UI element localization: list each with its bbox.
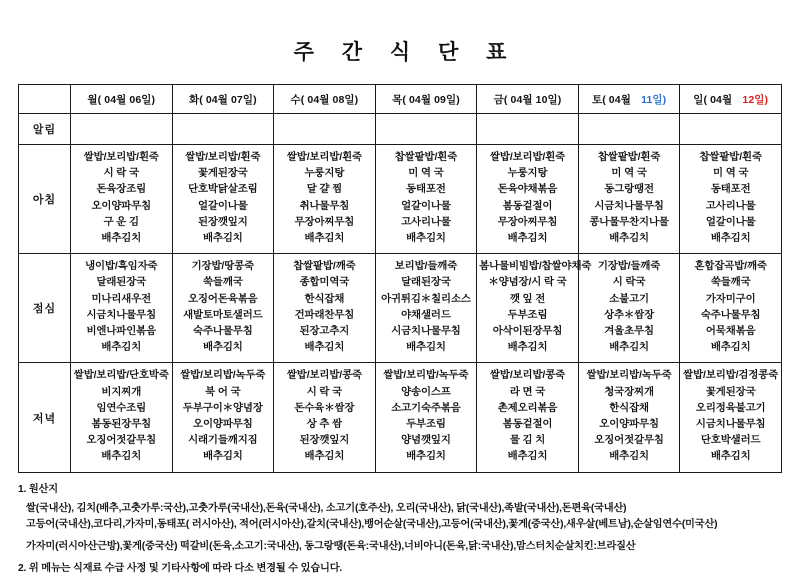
dinner-cell-sat — [578, 363, 680, 472]
lunch-cell-thu — [375, 254, 477, 363]
menu-change-note: 2. 위 메뉴는 식재료 수급 사정 및 기타사항에 따라 다소 변경될 수 있습니다. — [18, 562, 343, 574]
dish-item: 배추김치 — [710, 233, 751, 245]
header-thursday: 목( 04월 09일) — [375, 85, 477, 114]
header-saturday-day: 토( 04월ㅤ — [591, 93, 642, 106]
header-wednesday: 수( 04월 08일) — [274, 85, 376, 114]
dish-item: 미나리새우전 — [91, 293, 152, 305]
origin-line: 가자미(러시아산근방),꽃게(중국산) 떡갈비(돈육,소고기:국내산), 동그랑땡(돈육:국내산),너비아니(돈육,닭:국내산),맘스터치순살치킨:브라질산 — [26, 541, 636, 553]
dish-item: 배추김치 — [202, 233, 243, 245]
row-label-dinner: 저녁 — [19, 363, 71, 472]
dish-item: 소불고기 — [609, 293, 649, 305]
dish-item: 쌀밥/보리밥/콩죽 — [286, 370, 362, 382]
lunch-cell-wed — [274, 254, 376, 363]
dish-item: 꽃게된장국 — [198, 168, 248, 180]
dish-item: 배추김치 — [710, 451, 751, 463]
dish-item: 시금치나물무침 — [594, 200, 664, 212]
lunch-cell-sun — [680, 254, 782, 363]
dish-item: 배추김치 — [406, 342, 446, 354]
table-body — [19, 114, 782, 473]
dish-item: 비지찌개 — [101, 386, 142, 398]
dish-item: 건파래찬무침 — [294, 309, 355, 321]
dish-item: 봄동겉절이 — [502, 200, 553, 212]
dish-item: 아삭이된장무침 — [492, 326, 563, 338]
dish-item: 새발토마토샐러드 — [183, 309, 263, 321]
page-title: 주 간 식 단 표 — [293, 41, 518, 64]
breakfast-cell-sat — [578, 145, 680, 254]
dish-item: 오이양파무침 — [599, 419, 659, 431]
dish-item: 쌀밥/보리밥/흰죽 — [286, 152, 362, 163]
dish-item: 얼갈이나물 — [198, 200, 248, 212]
dish-item: 숙주나물무침 — [700, 309, 761, 321]
dish-item: 찹쌀팥밥/깨죽 — [293, 261, 356, 273]
dish-item: 배추김치 — [406, 233, 446, 245]
dish-item: 쑥들깨국 — [710, 277, 751, 289]
dish-item: 달래된장국 — [401, 277, 451, 289]
dish-item: 고사리나물 — [705, 200, 756, 212]
dish-item: 북 어 국 — [205, 386, 241, 398]
dish-item: 얼갈이나물 — [705, 216, 756, 228]
dish-item: 얼갈이나물 — [401, 200, 451, 212]
dish-item: 오이양파무침 — [91, 200, 152, 212]
dish-item: 된장깻잎지 — [299, 435, 350, 447]
dish-item: 한식잡채 — [304, 293, 345, 305]
dish-item: 배추김치 — [202, 451, 243, 463]
dish-item: 오징어젓갈무침 — [86, 435, 157, 447]
dish-item: 달래된장국 — [96, 277, 147, 289]
notice-cell-mon — [71, 114, 173, 145]
breakfast-cell-tue — [172, 145, 274, 254]
dish-item: 배추김치 — [202, 342, 243, 354]
origin-block-secondary — [18, 539, 782, 555]
dish-item: 콩나물무찬지나물 — [589, 216, 669, 228]
dish-item: 라 면 국 — [509, 386, 546, 398]
header-tuesday: 화( 04월 07일) — [172, 85, 274, 114]
dish-item: 쌀밥/보리밥/검정콩죽 — [683, 370, 779, 382]
header-sunday-date: 12일) — [742, 93, 769, 106]
origin-heading: 1. 원산지 — [18, 483, 58, 495]
dish-item: 꽃게된장국 — [705, 386, 756, 398]
dish-item: 배추김치 — [101, 451, 142, 463]
dish-item: 미 역 국 — [712, 168, 749, 180]
dish-item: 배추김치 — [609, 451, 649, 463]
dish-item: 오리정육불고기 — [695, 402, 766, 414]
dish-item: 배추김치 — [304, 233, 345, 245]
dish-item: 소고기숙주볶음 — [391, 402, 461, 414]
dish-item: 누룽지탕 — [507, 168, 548, 180]
row-label-breakfast: 아침 — [19, 145, 71, 254]
notice-cell-fri — [477, 114, 579, 145]
dish-item: 찹쌀팥밥/흰죽 — [394, 152, 458, 163]
dinner-cell-thu — [375, 363, 477, 472]
header-saturday-date: 11일) — [641, 93, 667, 106]
dish-item: 미 역 국 — [611, 168, 647, 180]
dish-item: 냉이밥/흑임자죽 — [85, 261, 158, 273]
dish-item: 시 락국 — [612, 277, 646, 289]
row-label-notice: 알림 — [19, 114, 71, 145]
dish-item: 오징어돈육볶음 — [188, 293, 258, 305]
notice-cell-tue — [172, 114, 274, 145]
notice-cell-wed — [274, 114, 376, 145]
dish-item: 미 역 국 — [408, 168, 444, 180]
notice-cell-sat — [578, 114, 680, 145]
weekly-meal-table — [18, 84, 782, 473]
breakfast-cell-thu — [375, 145, 477, 254]
dish-item: 물 김 치 — [509, 435, 546, 447]
dish-item: 단호박샐러드 — [700, 435, 761, 447]
dish-item: 동그랑땡전 — [604, 184, 654, 196]
dish-item: 양송이스프 — [401, 386, 451, 398]
notice-cell-thu — [375, 114, 477, 145]
dish-item: 달 걀 찜 — [306, 184, 343, 196]
dish-item: 종합미역국 — [299, 277, 350, 289]
breakfast-cell-fri — [477, 145, 579, 254]
breakfast-row — [19, 145, 782, 254]
dish-item: 배추김치 — [507, 451, 548, 463]
dish-item: 찹쌀팥밥/흰죽 — [597, 152, 661, 163]
dish-item: 시금치나물무침 — [695, 419, 766, 431]
dish-item: 쌀밥/보리밥/단호박죽 — [73, 370, 169, 382]
dish-item: 두부구이＊양념장 — [182, 402, 263, 414]
table-header-row — [19, 85, 782, 114]
origin-line: 고등어(국내산),코다리,가자미,동태포( 러시아산), 적어(러시아산),갈치(국내산),뱅어순살(국내산),고등어(국내산),꽃게(중국산),새우살(베트남),순살임연수(미국산) — [26, 518, 718, 530]
header-sunday-day: 일( 04월ㅤ — [693, 93, 743, 106]
lunch-row — [19, 254, 782, 363]
notice-cell-sun — [680, 114, 782, 145]
dish-item: 돈수육＊쌈장 — [294, 402, 355, 414]
dish-item: 깻 잎 전 — [509, 293, 546, 305]
dish-item: 쑥들깨국 — [202, 277, 243, 289]
dish-item: 배추김치 — [507, 342, 548, 354]
dish-item: 된장깻잎지 — [198, 216, 248, 228]
dish-item: 보리밥/들깨죽 — [394, 261, 458, 273]
dish-item: 상 추 쌈 — [306, 419, 343, 431]
dish-item: 청국장찌개 — [604, 386, 654, 398]
dish-item: 쌀밥/보리밥/흰죽 — [489, 152, 566, 163]
dish-item: 쌀밥/보리밥/콩죽 — [489, 370, 566, 382]
dish-item: 배추김치 — [507, 233, 548, 245]
dish-item: 시금치나물무침 — [391, 326, 461, 338]
dish-item: 쌀밥/보리밥/흰죽 — [83, 152, 159, 163]
dish-item: 혼합잡곡밥/깨죽 — [694, 261, 767, 273]
dish-item: 배추김치 — [304, 451, 345, 463]
dish-item: 쌀밥/보리밥/흰죽 — [185, 152, 261, 163]
table-header — [19, 85, 782, 114]
dish-item: 무장아찌무침 — [294, 216, 355, 228]
dinner-row — [19, 363, 782, 472]
dish-item: 두부조림 — [406, 419, 446, 431]
dish-item: 쌀밥/보리밥/녹두죽 — [180, 370, 266, 382]
lunch-cell-mon — [71, 254, 173, 363]
header-monday: 월( 04월 06일) — [71, 85, 173, 114]
breakfast-cell-wed — [274, 145, 376, 254]
dish-item: 돈육장조림 — [96, 184, 147, 196]
dish-item: 시래기들깨지짐 — [188, 435, 258, 447]
lunch-cell-tue — [172, 254, 274, 363]
dish-item: 배추김치 — [609, 233, 649, 245]
dish-item: 취나물무침 — [299, 200, 350, 212]
breakfast-cell-sun — [680, 145, 782, 254]
dish-item: 봄나물비빔밥/찹쌀야채죽 — [479, 261, 592, 273]
dinner-cell-wed — [274, 363, 376, 472]
dish-item: 야채샐러드 — [401, 309, 451, 321]
dish-item: 찹쌀팥밥/흰죽 — [699, 152, 762, 163]
dish-item: 숙주나물무침 — [193, 326, 253, 338]
header-sunday — [680, 85, 782, 114]
dish-item: 상추＊쌈장 — [604, 309, 655, 321]
origin-block-primary — [18, 501, 782, 532]
origin-line: 쌀(국내산), 김치(배추,고춧가루:국산),고춧가루(국내산),돈육(국내산), 소고기(호주산), 오리(국내산), 닭(국내산),족발(국내산),돈편육(국내산) — [26, 503, 627, 515]
footnotes — [18, 473, 782, 576]
dish-item: 가자미구이 — [705, 293, 756, 305]
dish-item: 시금치나물무침 — [86, 309, 157, 321]
lunch-cell-sat — [578, 254, 680, 363]
dish-item: 구 운 김 — [103, 216, 139, 228]
lunch-cell-fri — [477, 254, 592, 363]
dish-item: 비엔나파인볶음 — [86, 326, 157, 338]
breakfast-cell-mon — [71, 145, 173, 254]
dish-item: 촌제오리볶음 — [497, 402, 558, 414]
dish-item: 양념깻잎지 — [401, 435, 451, 447]
dish-item: 배추김치 — [406, 451, 446, 463]
dish-item: 무장아찌무침 — [497, 216, 558, 228]
dish-item: 배추김치 — [101, 233, 142, 245]
dish-item: 한식잡채 — [609, 402, 649, 414]
dish-item: 기장밥/들깨죽 — [597, 261, 661, 273]
dinner-cell-mon — [71, 363, 173, 472]
dish-item: 기장밥/땅콩죽 — [191, 261, 255, 273]
dish-item: 누룽지탕 — [304, 168, 345, 180]
dinner-cell-sun — [680, 363, 782, 472]
header-friday: 금( 04월 10일) — [477, 85, 579, 114]
dish-item: 두부조림 — [507, 309, 548, 321]
dish-item: ＊양념장/시 락 국 — [488, 277, 567, 289]
dish-item: 돈육야채볶음 — [497, 184, 558, 196]
dish-item: 봄동겉절이 — [502, 419, 553, 431]
dinner-cell-tue — [172, 363, 274, 472]
dish-item: 오징어젓갈무침 — [594, 435, 664, 447]
notice-row — [19, 114, 782, 145]
dish-item: 배추김치 — [710, 342, 751, 354]
dish-item: 된장고추지 — [299, 326, 350, 338]
dish-item: 배추김치 — [101, 342, 142, 354]
header-saturday — [578, 85, 680, 114]
dish-item: 쌀밥/보리밥/녹두죽 — [383, 370, 469, 382]
dish-item: 어묵채볶음 — [705, 326, 756, 338]
dish-item: 쌀밥/보리밥/녹두죽 — [586, 370, 672, 382]
dish-item: 고사리나물 — [401, 216, 451, 228]
row-label-lunch: 점심 — [19, 254, 71, 363]
dish-item: 시 락 국 — [103, 168, 139, 180]
dish-item: 단호박닭살조림 — [188, 184, 258, 196]
dish-item: 아귀튀김＊칠리소스 — [381, 293, 471, 305]
dish-item: 봄동된장무침 — [91, 419, 152, 431]
dish-item: 오이양파무침 — [193, 419, 253, 431]
dish-item: 배추김치 — [304, 342, 345, 354]
dish-item: 겨울초무침 — [604, 326, 654, 338]
dish-item: 임연수조림 — [96, 402, 147, 414]
dish-item: 동태포전 — [710, 184, 751, 196]
header-corner-cell — [19, 85, 71, 114]
title-area — [18, 0, 782, 84]
dish-item: 배추김치 — [609, 342, 649, 354]
dinner-cell-fri — [477, 363, 579, 472]
dish-item: 시 락 국 — [306, 386, 343, 398]
dish-item: 동태포전 — [406, 184, 446, 196]
